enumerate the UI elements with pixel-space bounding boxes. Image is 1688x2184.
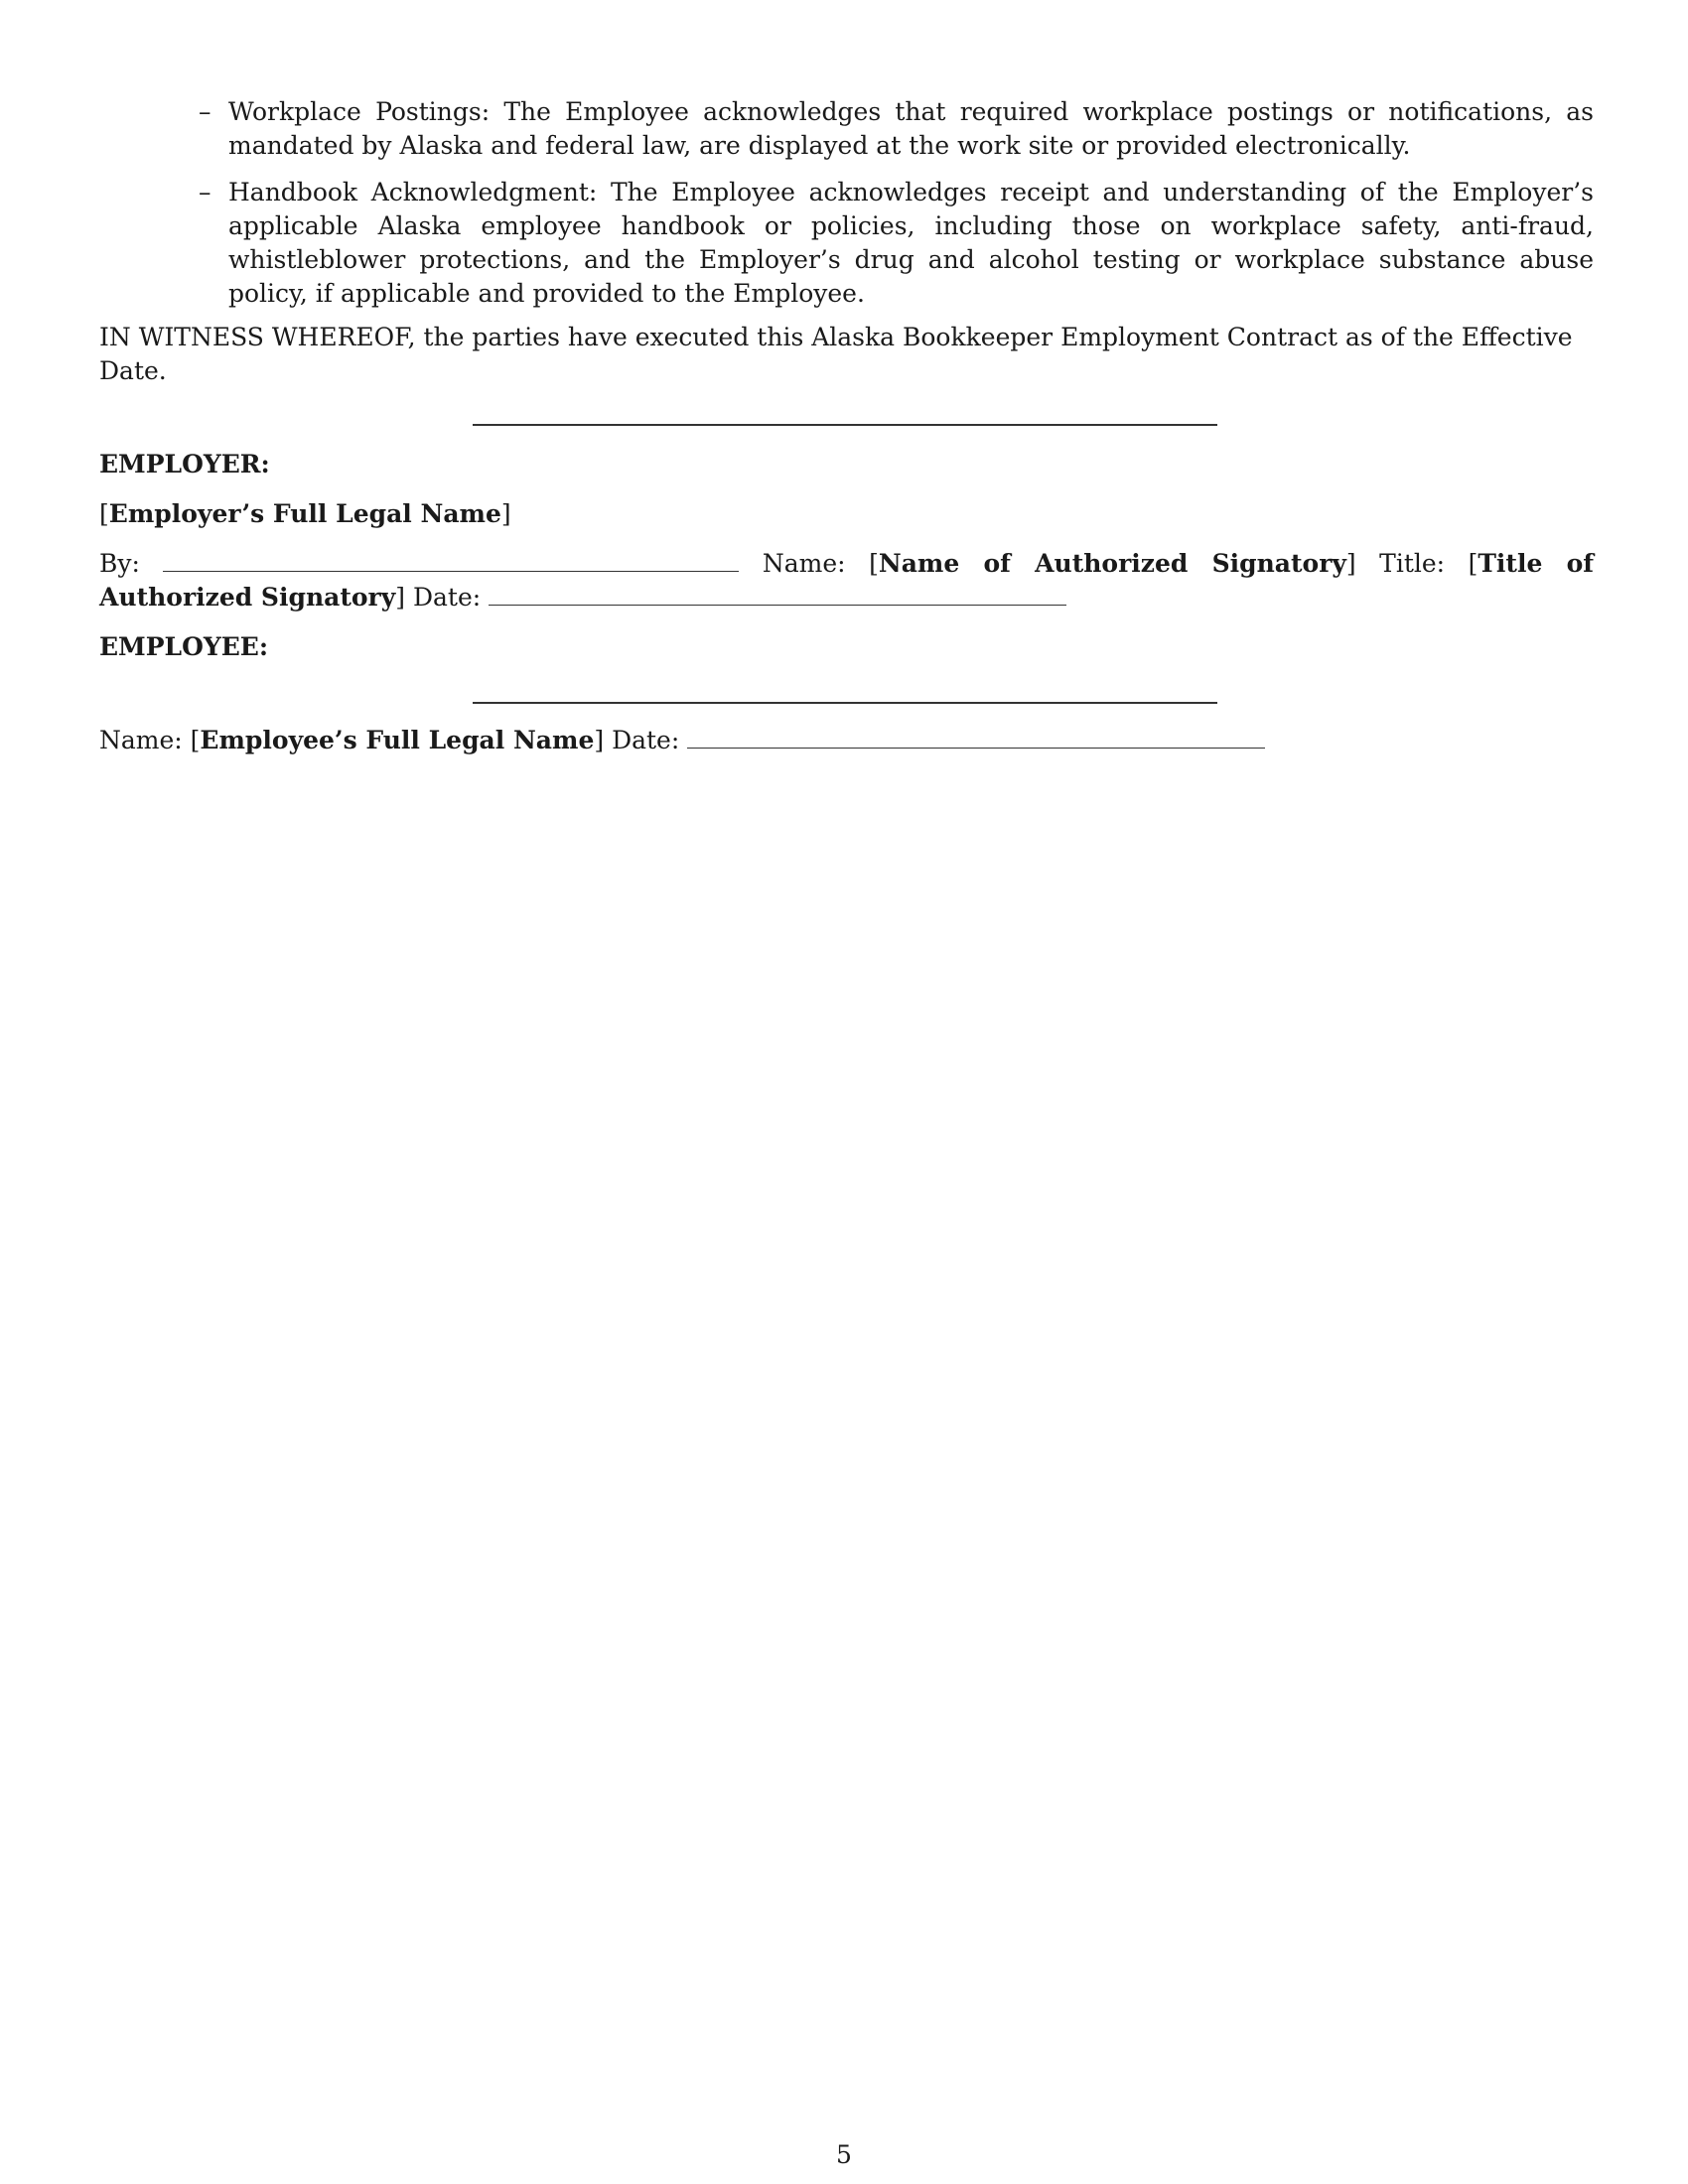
employee-name-label: Name: (99, 726, 183, 754)
signatory-name-label: Name: (762, 549, 846, 578)
by-signature-blank (163, 571, 739, 572)
employee-name-line: Name: [Employee’s Full Legal Name] Date: (99, 724, 1594, 757)
by-label: By: (99, 549, 140, 578)
employer-signature-block: By: Name: [Name of Authorized Signatory] Title: [Title of Authorized Signatory] Date: (99, 549, 1595, 612)
employee-date-blank (687, 748, 1265, 749)
list-item (199, 95, 1594, 163)
employer-name-line (99, 497, 1594, 531)
bullet-dash: – (199, 178, 211, 206)
workplace-postings-text: Workplace Postings: The Employee acknowledges that required workplace postings or notifications, as mandated by Alaska and federal law, are displayed at the work site or provided electronically. (228, 97, 1594, 160)
employee-signature-line (473, 702, 1217, 704)
witness-clause: IN WITNESS WHEREOF, the parties have executed this Alaska Bookkeeper Employment Contract as of the Effective Date. (99, 323, 1573, 385)
title-label: Title: (1379, 549, 1446, 578)
handbook-acknowledgment-text: Handbook Acknowledgment: The Employee acknowledges receipt and understanding of the Employer’s applicable Alaska employee handbook or policies, including those on workplace safety, anti-fraud, whistleblower protections, and the Employer’s drug and alcohol testing or workplace substance abuse policy, if applicable and provided to the Employee. (228, 178, 1594, 308)
employer-name-placeholder: Employer’s Full Legal Name (108, 499, 501, 528)
signatory-title-placeholder: Title of Authorized Signatory (99, 549, 1595, 612)
page-content (99, 95, 1594, 757)
employer-date-blank (489, 605, 1066, 606)
employee-name-placeholder: Employee’s Full Legal Name (200, 726, 595, 754)
acknowledgment-list (99, 95, 1594, 311)
list-item (199, 176, 1594, 311)
employee-date-label: Date: (612, 726, 680, 754)
employee-label: EMPLOYEE: (99, 632, 269, 661)
bracket-open: [ (99, 499, 109, 528)
bracket-close: ] (500, 499, 511, 528)
bullet-dash: – (199, 97, 211, 126)
employer-date-label: Date: (412, 583, 482, 612)
employer-label: EMPLOYER: (99, 450, 270, 478)
employer-signature-line (473, 424, 1217, 426)
signatory-name-placeholder: Name of Authorized Signatory (878, 549, 1346, 578)
page-number: 5 (836, 2140, 852, 2169)
